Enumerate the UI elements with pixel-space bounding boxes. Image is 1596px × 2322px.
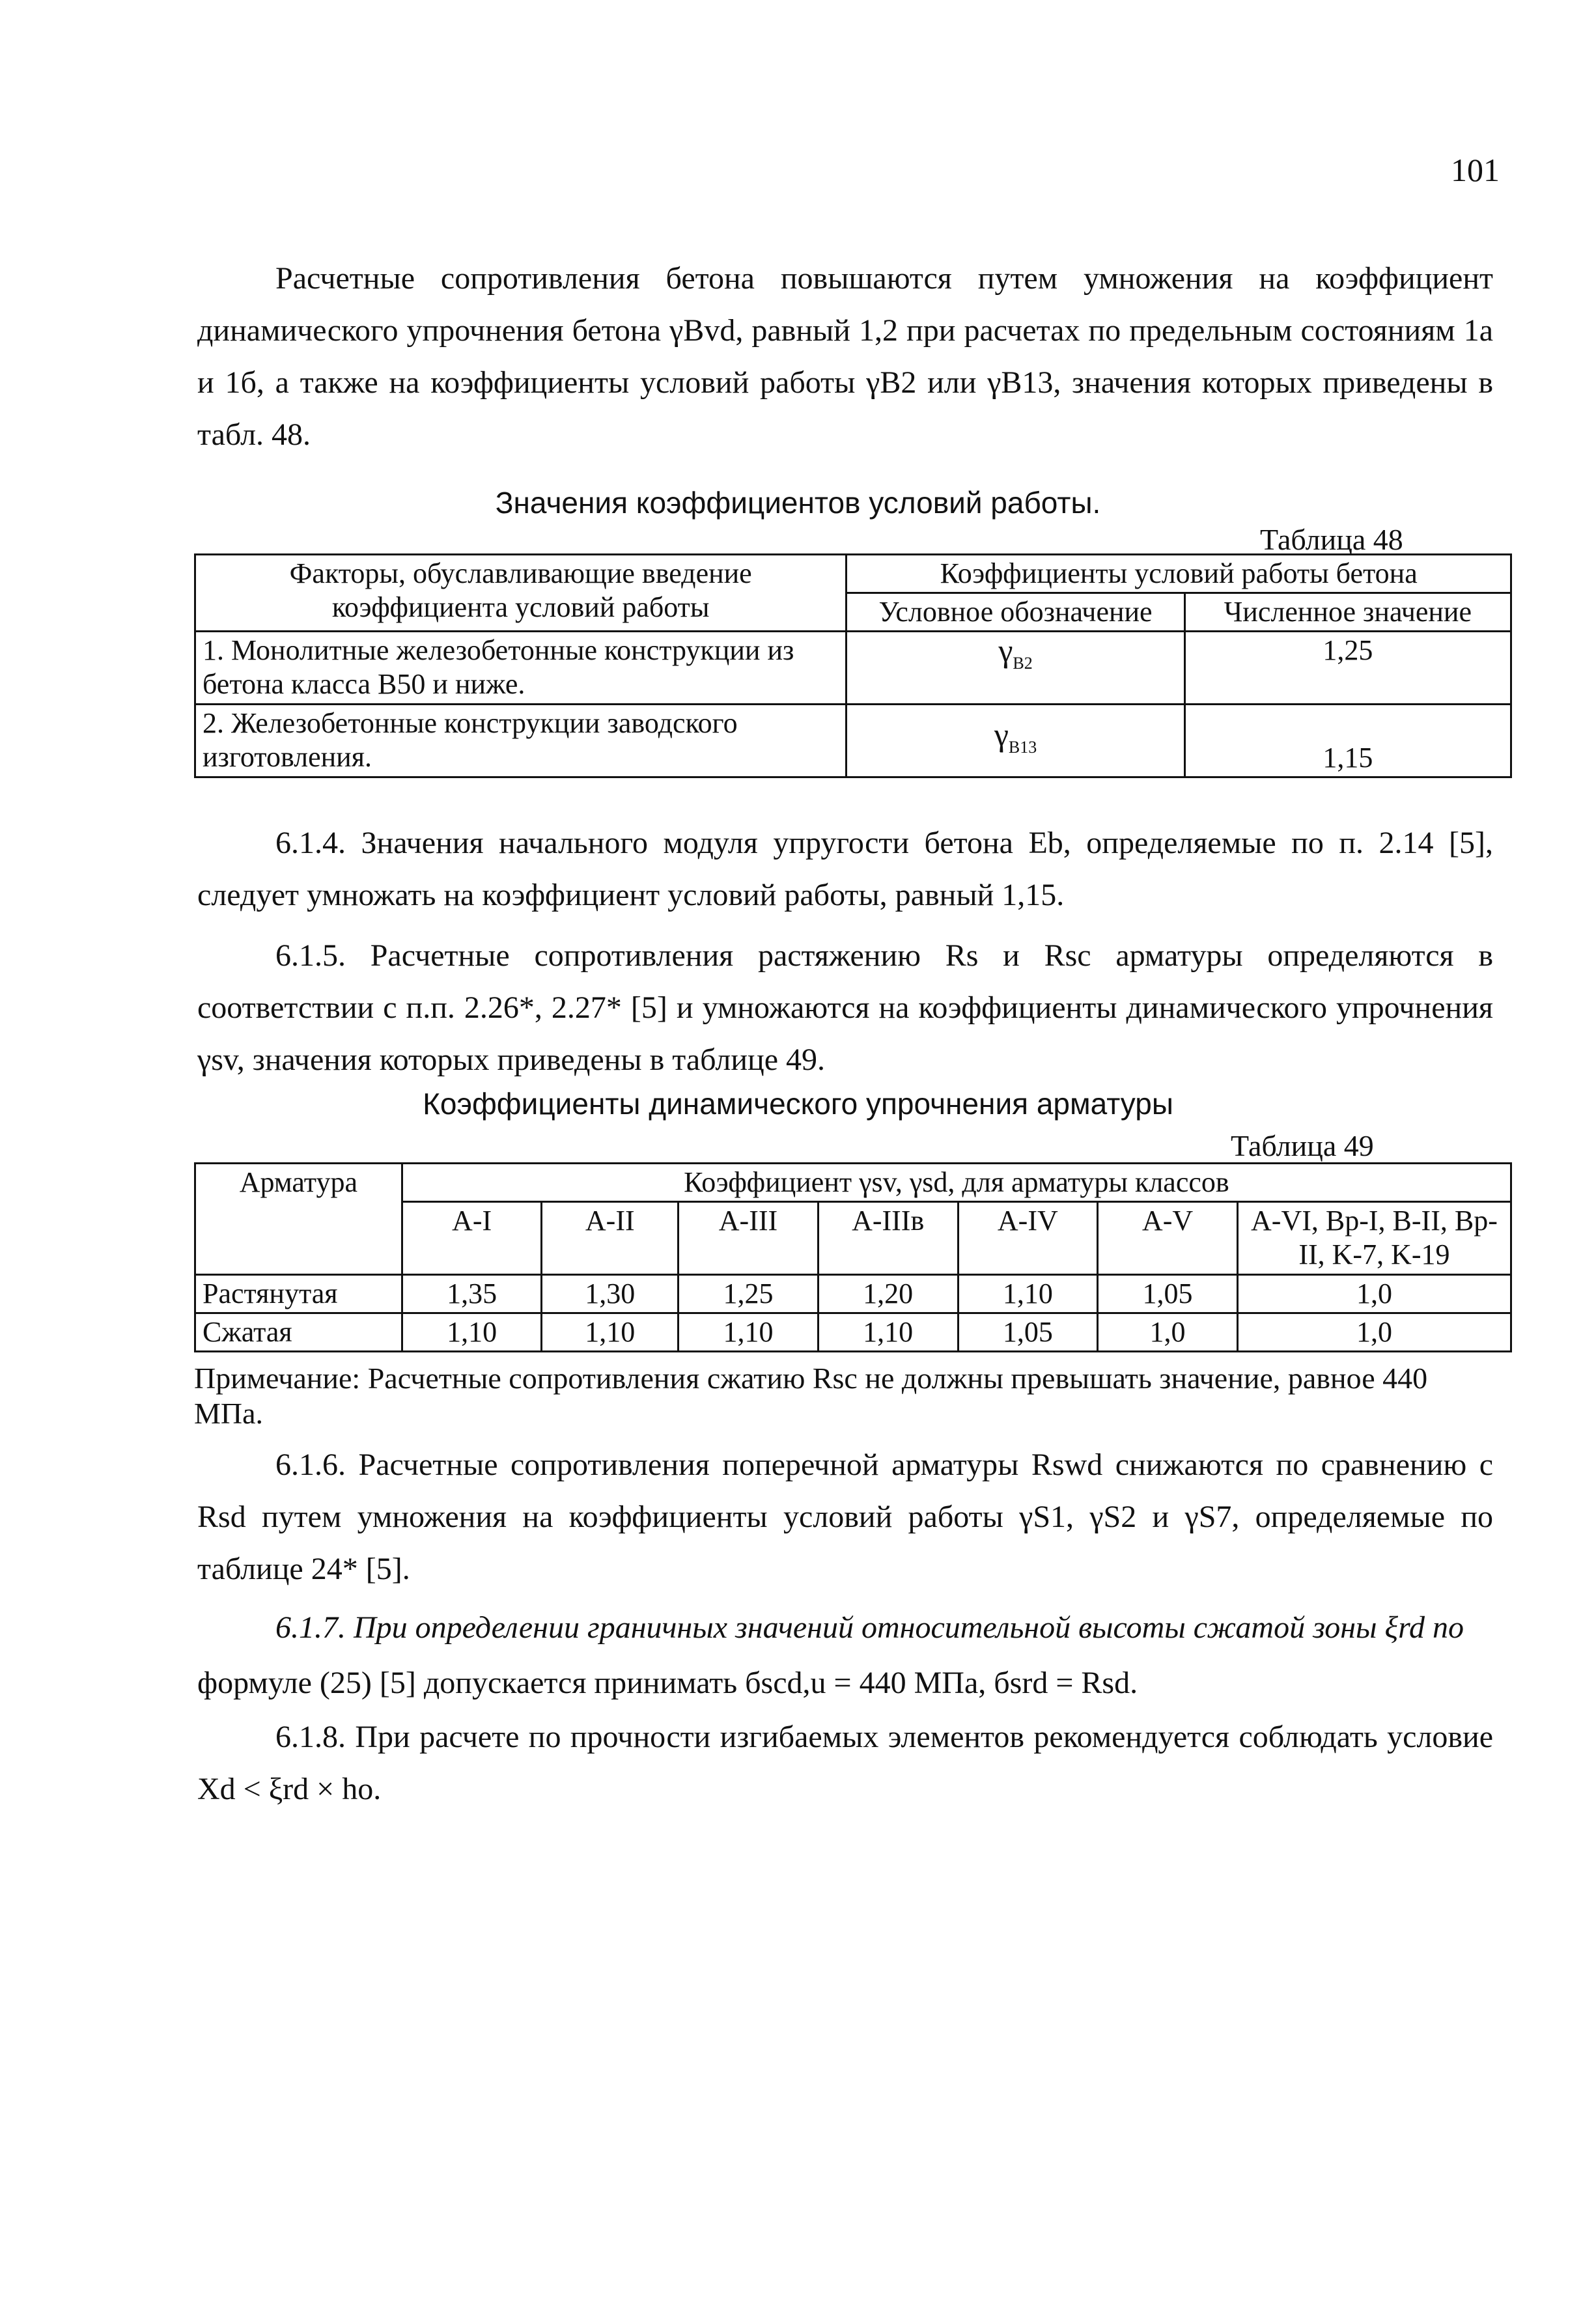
table49-class-cell: A-V (1098, 1202, 1238, 1275)
table49-class-cell: A-VI, Bp-I, B-II, Bp-II, K-7, K-19 (1237, 1202, 1511, 1275)
table49-value-cell: 1,10 (402, 1313, 542, 1352)
table49-value-cell: 1,20 (818, 1275, 958, 1313)
paragraph-6-1-5: 6.1.5. Расчетные сопротивления растяжению Rs и Rsc арматуры определяются в соответствии с п.п. 2.26*, 2.27* [5] и умножаются на коэффициенты динамического упрочнения γsv, значения которых приведены в таблице 49. (197, 938, 1493, 1077)
table48-header-row (195, 555, 1511, 593)
table48-factor-cell: 2. Железобетонные конструкции заводского изготовления. (195, 705, 847, 777)
table49-class-cell: A-III (679, 1202, 819, 1275)
table48-title: Значения коэффициентов условий работы. (495, 486, 1101, 520)
paragraph-6-1-4: 6.1.4. Значения начального модуля упругости бетона Eb, определяемые по п. 2.14 [5], следует умножать на коэффициент условий работы, равный 1,15. (197, 826, 1493, 912)
table49-row-name: Сжатая (195, 1313, 402, 1352)
intro-paragraph: Расчетные сопротивления бетона повышаются путем умножения на коэффициент динамического упрочнения бетона γBvd, равный 1,2 при расчетах по предельным состояниям 1а и 1б, а также на коэффициенты условий работы γB2 или γB13, значения которых приведены в табл. 48. (197, 261, 1493, 452)
table48-value-cell: 1,15 (1184, 705, 1511, 777)
table49-value-cell: 1,0 (1098, 1313, 1238, 1352)
paragraph-6-1-6: 6.1.6. Расчетные сопротивления поперечной арматуры Rswd снижаются по сравнению с Rsd путем умножения на коэффициенты условий работы γS1, γS2 и γS7, определяемые по таблице 24* [5]. (197, 1448, 1494, 1586)
table49-value-cell: 1,0 (1237, 1313, 1511, 1352)
table49-title: Коэффициенты динамического упрочнения арматуры (423, 1087, 1173, 1121)
table48-factor-cell: 1. Монолитные железобетонные конструкции из бетона класса В50 и ниже. (195, 632, 847, 705)
table49-value-cell: 1,05 (958, 1313, 1098, 1352)
table-48 (194, 553, 1512, 778)
table48-symbol-cell: $\gamma_{B13}$ (847, 705, 1184, 777)
table49-class-cell: A-IV (958, 1202, 1098, 1275)
table48-col-factors: Факторы, обуславливающие введение коэффициента условий работы (195, 555, 847, 632)
table49-value-cell: 1,0 (1237, 1275, 1511, 1313)
table49-header-row (195, 1164, 1511, 1202)
table49-row-name: Растянутая (195, 1275, 402, 1313)
table49-value-cell: 1,25 (679, 1275, 819, 1313)
table-row (195, 1275, 1511, 1313)
table49-value-cell: 1,30 (542, 1275, 679, 1313)
table-row (195, 1313, 1511, 1352)
table48-label: Таблица 48 (1260, 523, 1403, 556)
table49-value-cell: 1,05 (1098, 1275, 1238, 1313)
table48-value-cell: 1,25 (1184, 632, 1511, 705)
table49-value-cell: 1,10 (818, 1313, 958, 1352)
table49-col-group: Коэффициент γsv, γsd, для арматуры классов (402, 1164, 1511, 1202)
table48-symbol-cell: $\gamma_{B2}$ (847, 632, 1184, 705)
table49-value-cell: 1,10 (542, 1313, 679, 1352)
page-number: 101 (1451, 152, 1500, 188)
table-49 (194, 1162, 1512, 1352)
paragraph-6-1-8: 6.1.8. При расчете по прочности изгибаемых элементов рекомендуется соблюдать условие Xd < ξrd × ho. (197, 1720, 1493, 1806)
table49-label: Таблица 49 (1231, 1129, 1374, 1162)
table49-class-cell: A-II (542, 1202, 679, 1275)
table-row (195, 632, 1511, 705)
table48-col-value: Численное значение (1184, 593, 1511, 632)
table48-col-symbol: Условное обозначение (847, 593, 1184, 632)
table49-value-cell: 1,10 (958, 1275, 1098, 1313)
paragraph-6-1-7-rest: формуле (25) [5] допускается принимать бscd,u = 440 МПа, бsrd = Rsd. (197, 1666, 1138, 1700)
table49-class-cell: A-I (402, 1202, 542, 1275)
table-row (195, 705, 1511, 777)
table49-col-armature: Арматура (195, 1164, 402, 1275)
table49-value-cell: 1,35 (402, 1275, 542, 1313)
table49-value-cell: 1,10 (679, 1313, 819, 1352)
table49-class-cell: A-IIIв (818, 1202, 958, 1275)
table49-note: Примечание: Расчетные сопротивления сжатию Rsc не должны превышать значение, равное 440 МПа. (194, 1362, 1428, 1430)
paragraph-6-1-7-italic: 6.1.7. При определении граничных значений относительной высоты сжатой зоны ξrd по (275, 1610, 1464, 1645)
table48-col-coef-group: Коэффициенты условий работы бетона (847, 555, 1511, 593)
